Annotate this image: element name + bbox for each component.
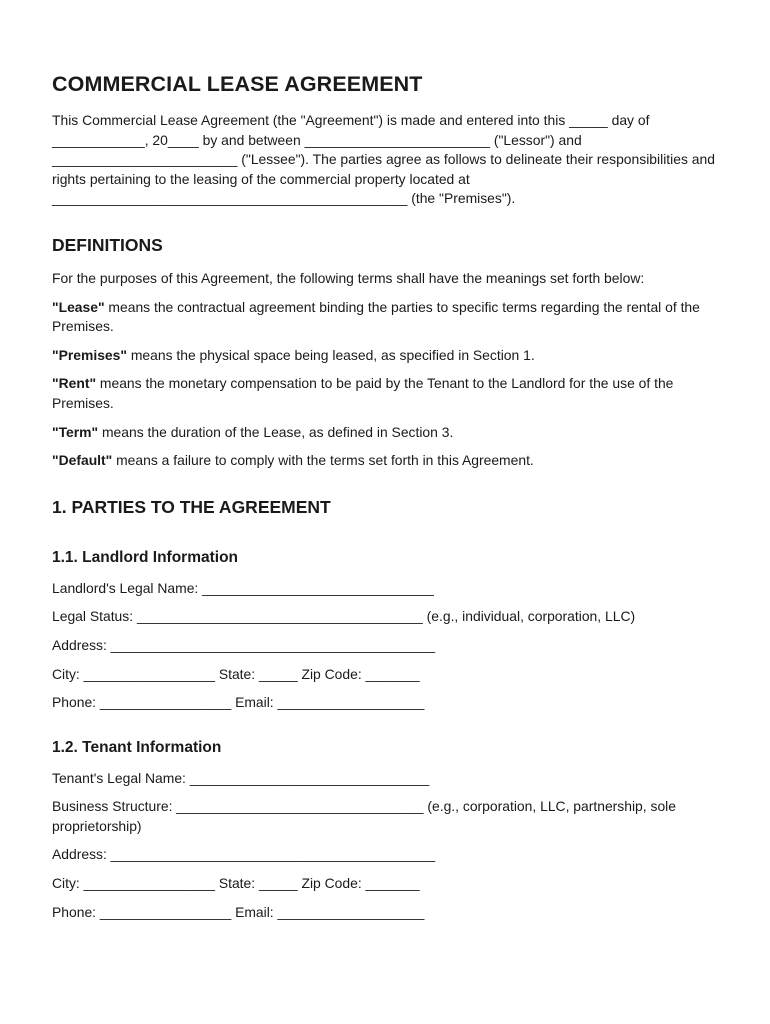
- definition-lease: [52, 298, 727, 337]
- definition-term: "Term": [52, 423, 99, 440]
- tenant-heading: 1.2. Tenant Information: [52, 738, 222, 756]
- landlord-phone-email-field: Phone: _________________ Email: ___________________: [52, 694, 425, 711]
- definition-premises: [52, 346, 727, 366]
- landlord-city-state-zip-field: City: _________________ State: _____ Zip Code: _______: [52, 665, 420, 682]
- document-title: COMMERCIAL LEASE AGREEMENT: [52, 72, 423, 96]
- definition-term: "Default": [52, 452, 113, 469]
- landlord-address-field: Address: __________________________________________: [52, 636, 436, 653]
- landlord-legal-name-field: Landlord's Legal Name: ______________________________: [52, 579, 434, 596]
- definition-term-of-lease: [52, 423, 727, 443]
- definition-text: means the monetary compensation to be paid by the Tenant to the Landlord for the use of the Premises.: [52, 375, 674, 411]
- definitions-lead: For the purposes of this Agreement, the following terms shall have the meanings set forth below:: [52, 269, 645, 286]
- definition-text: means the contractual agreement binding the parties to specific terms regarding the rental of the Premises.: [52, 298, 700, 335]
- definition-term: "Lease": [52, 298, 105, 315]
- definition-term: "Rent": [52, 375, 97, 392]
- tenant-business-structure-field: Business Structure: ________________________________ (e.g., corporation, LLC, partnership, sole proprietorship): [52, 798, 676, 834]
- definition-text: means a failure to comply with the terms set forth in this Agreement.: [112, 452, 534, 469]
- definition-rent: [52, 374, 727, 413]
- intro-paragraph: This Commercial Lease Agreement (the "Agreement") is made and entered into this _____ day of ____________, 20____ by and between ________________________ ("Lessor") and ________________________ ("Lessee"). The parties agree as follows to delineate their responsibilities and rights pertaining to the leasing of the commercial property located at ______________________________________________ (the "Premises").: [52, 112, 715, 207]
- definition-text: means the physical space being leased, as specified in Section 1.: [126, 346, 535, 363]
- document-body: [52, 72, 727, 931]
- tenant-address-field: Address: __________________________________________: [52, 846, 436, 863]
- definition-text: means the duration of the Lease, as defined in Section 3.: [98, 423, 454, 440]
- landlord-legal-status-field: Legal Status: _____________________________________ (e.g., individual, corporation, LLC): [52, 608, 636, 625]
- tenant-legal-name-field: Tenant's Legal Name: _______________________________: [52, 769, 430, 786]
- parties-heading: 1. PARTIES TO THE AGREEMENT: [52, 496, 331, 517]
- definition-term: "Premises": [52, 346, 127, 363]
- tenant-city-state-zip-field: City: _________________ State: _____ Zip Code: _______: [52, 875, 420, 892]
- definitions-heading: DEFINITIONS: [52, 234, 163, 255]
- tenant-phone-email-field: Phone: _________________ Email: ___________________: [52, 903, 425, 920]
- landlord-heading: 1.1. Landlord Information: [52, 548, 239, 566]
- definition-default: [52, 451, 727, 471]
